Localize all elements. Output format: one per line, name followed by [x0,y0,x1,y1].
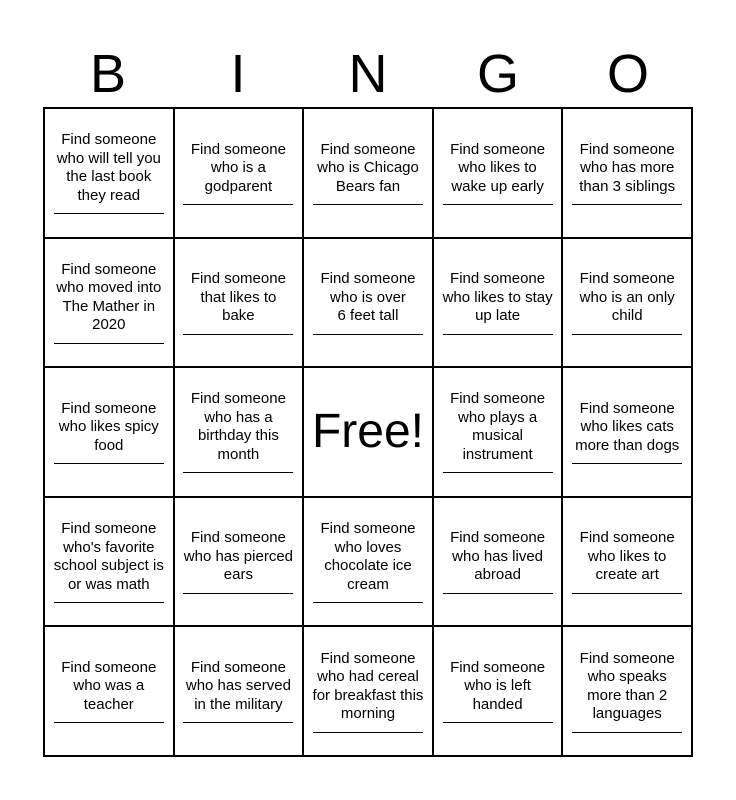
cell-prompt: Find someone who likes to create art [579,529,675,584]
cell-prompt: Find someone who likes to stay up late [442,270,553,325]
header-letter-o: O [606,44,649,104]
cell-prompt: Find someone who was a teacher [61,658,157,713]
signature-line [313,602,423,603]
bingo-cell[interactable] [563,498,693,628]
cell-prompt: Find someone who has a birthday this month [190,390,286,463]
bingo-cell[interactable] [304,498,434,628]
cell-prompt: Find someone who's favorite school subject is or was math [53,520,164,593]
header-letter-b: B [89,44,127,104]
cell-prompt: Find someone who plays a musical instrument [450,390,546,463]
cell-prompt: Find someone who moved into The Mather in 2020 [56,260,162,334]
bingo-cell[interactable] [175,109,305,239]
bingo-cell[interactable] [175,498,305,628]
cell-prompt: Find someone who has pierced ears [183,529,293,584]
signature-line [54,343,164,344]
signature-line [443,334,553,335]
bingo-cell[interactable] [175,239,305,369]
header-letter-i: I [230,44,246,104]
signature-line [183,334,293,335]
cell-prompt: Find someone who will tell you the last book they read [56,131,161,204]
signature-line [443,204,553,205]
signature-line [572,463,682,464]
bingo-cell[interactable] [563,368,693,498]
signature-line [572,732,682,733]
signature-line [572,593,682,594]
bingo-cell[interactable] [434,368,564,498]
cell-prompt: Find someone who speaks more than 2 languages [579,649,675,723]
signature-line [183,204,293,205]
cell-prompt: Find someone who likes to wake up early [450,140,546,195]
bingo-cell[interactable] [175,368,305,498]
signature-line [313,334,423,335]
bingo-cell[interactable] [45,368,175,498]
signature-line [572,334,682,335]
bingo-cell[interactable] [434,109,564,239]
bingo-cell[interactable] [563,627,693,757]
header-letter-n: N [348,44,388,104]
signature-line [443,722,553,723]
bingo-cell[interactable] [434,498,564,628]
bingo-cell[interactable] [45,109,175,239]
bingo-header [43,40,693,108]
signature-line [572,204,682,205]
cell-prompt: Find someone who has served in the military [185,658,291,713]
cell-prompt: Find someone who had cereal for breakfast this morning [312,649,424,723]
signature-line [54,722,164,723]
bingo-cell[interactable] [45,498,175,628]
signature-line [443,472,553,473]
signature-line [54,213,164,214]
signature-line [183,593,293,594]
bingo-cell[interactable] [304,109,434,239]
bingo-cell[interactable] [563,109,693,239]
cell-prompt: Find someone who likes cats more than dogs [575,399,680,454]
signature-line [443,593,553,594]
cell-prompt: Find someone who has lived abroad [450,529,546,584]
bingo-cell[interactable] [434,239,564,369]
signature-line [183,472,293,473]
cell-prompt: Find someone who is over 6 feet tall [320,270,416,325]
bingo-cell[interactable] [563,239,693,369]
header-letter-g: G [476,44,519,104]
bingo-cell[interactable] [304,627,434,757]
cell-prompt: Find someone who loves chocolate ice cream [320,520,416,593]
cell-prompt: Find someone who is Chicago Bears fan [317,140,419,195]
bingo-cell[interactable] [434,627,564,757]
signature-line [54,602,164,603]
free-space-label: Free! [311,404,424,458]
cell-prompt: Find someone who is a godparent [190,140,286,195]
signature-line [313,732,423,733]
bingo-board [43,107,693,757]
bingo-cell[interactable] [304,239,434,369]
signature-line [54,463,164,464]
cell-prompt: Find someone who is left handed [450,658,546,713]
cell-prompt: Find someone who has more than 3 siblings [579,140,676,195]
cell-prompt: Find someone who likes spicy food [58,399,159,454]
bingo-cell[interactable] [45,627,175,757]
cell-prompt: Find someone that likes to bake [190,270,286,325]
bingo-cell[interactable] [175,627,305,757]
signature-line [183,722,293,723]
free-space-cell[interactable] [304,368,434,498]
cell-prompt: Find someone who is an only child [579,270,675,325]
bingo-cell[interactable] [45,239,175,369]
signature-line [313,204,423,205]
